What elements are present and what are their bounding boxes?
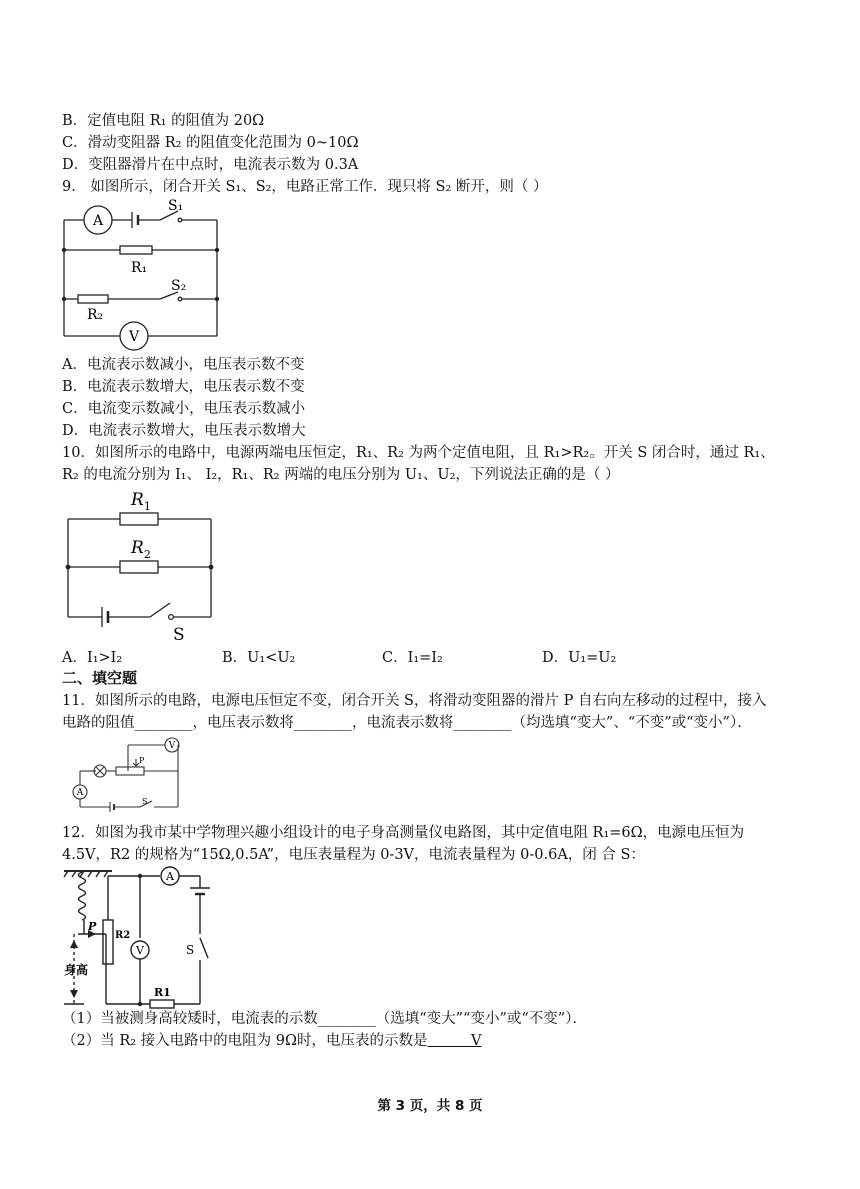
- q9-voltmeter-symbol: V: [128, 329, 140, 345]
- q9-option-a: A．电流表示数减小，电压表示数不变: [62, 357, 305, 373]
- q12-switch-label: S: [186, 943, 195, 957]
- q9-switch2-label: S₂: [171, 278, 187, 294]
- q12-sub2: （2）当 R₂ 接入电路中的电阻为 9Ω时，电压表的示数是 V: [62, 1033, 482, 1049]
- q11-ammeter-symbol: A: [76, 788, 84, 798]
- q12-slider-label: P: [88, 920, 97, 933]
- q12-line2: 4.5V，R2 的规格为“15Ω,0.5A”，电压表量程为 0-3V，电流表量程为 0-0.6A，闭 合 S：: [62, 847, 645, 863]
- q11-circuit-diagram: [60, 735, 185, 815]
- q8-option-d: D．变阻器滑片在中点时，电流表示数为 0.3A: [62, 157, 359, 173]
- q10-switch-label: S: [173, 625, 185, 645]
- q12-voltmeter-symbol: V: [136, 944, 144, 957]
- q12-line1: 12．如图为我市某中学物理兴趣小组设计的电子身高测量仪电路图，其中定值电阻 R₁=6Ω，电源电压恒为: [62, 825, 745, 841]
- q9-option-d: D．电流表示数增大，电压表示数增大: [62, 423, 306, 439]
- section-title: 二、填空题: [62, 669, 138, 687]
- q10-r1-label: $R_1$: [131, 490, 151, 513]
- q12-answer-blank: V: [471, 1033, 482, 1049]
- q12-ammeter-symbol: A: [166, 870, 174, 883]
- q9-circuit-diagram: [60, 198, 225, 356]
- q9-r1-label: R₁: [131, 260, 148, 276]
- q12-height-label: 身高: [64, 963, 89, 977]
- q12-r1-label: R1: [154, 986, 171, 999]
- q9-option-b: B．电流表示数增大，电压表示数不变: [62, 379, 305, 395]
- q9-switch1-label: S₁: [168, 198, 184, 214]
- q10-stem-line2: R₂ 的电流分别为 I₁、 I₂，R₁、R₂ 两端的电压分别为 U₁、U₂，下列说法正确的是（ ）: [62, 467, 620, 483]
- q8-option-c: C．滑动变阻器 R₂ 的阻值变化范围为 0~10Ω: [62, 135, 359, 151]
- q10-option-a: A．I₁>I₂: [62, 650, 123, 666]
- q9-stem: 9． 如图所示，闭合开关 S₁、S₂，电路正常工作．现只将 S₂ 断开，则（ ）: [62, 179, 548, 195]
- q10-r2-label: $R_2$: [131, 538, 151, 561]
- q8-option-b: B．定值电阻 R₁ 的阻值为 20Ω: [62, 113, 265, 129]
- q9-option-c: C．电流变示数减小，电压表示数减小: [62, 401, 306, 417]
- q11-line1: 11．如图所示的电路，电源电压恒定不变，闭合开关 S，将滑动变阻器的滑片 P 自右向左移动的过程中，接入: [62, 693, 767, 709]
- q10-option-d: D．U₁=U₂: [542, 650, 617, 666]
- q10-option-c: C．I₁=I₂: [382, 650, 443, 666]
- q11-slider-label: P: [139, 756, 145, 765]
- q10-circuit-diagram: [60, 485, 220, 645]
- q11-switch-label: S: [142, 797, 148, 806]
- q9-r2-label: R₂: [87, 307, 104, 323]
- q12-r2-label: R2: [115, 930, 131, 941]
- q11-voltmeter-symbol: V: [168, 741, 176, 751]
- q11-line2: 电路的阻值________，电压表示数将________，电流表示数将________（均选填“变大”、“不变”或“变小”）．: [62, 715, 752, 731]
- q10-option-b: B．U₁<U₂: [222, 650, 296, 666]
- page-footer: 第 3 页，共 8 页: [377, 1098, 483, 1114]
- q12-height-meter-diagram: [60, 868, 220, 1008]
- q10-stem-line1: 10．如图所示的电路中，电源两端电压恒定，R₁、R₂ 为两个定值电阻，且 R₁>R₂。开关 S 闭合时，通过 R₁、: [62, 445, 775, 461]
- q9-ammeter-symbol: A: [92, 213, 104, 229]
- q12-sub1: （1）当被测身高较矮时，电流表的示数________（选填“变大”“变小”或“不变”）．: [62, 1011, 587, 1027]
